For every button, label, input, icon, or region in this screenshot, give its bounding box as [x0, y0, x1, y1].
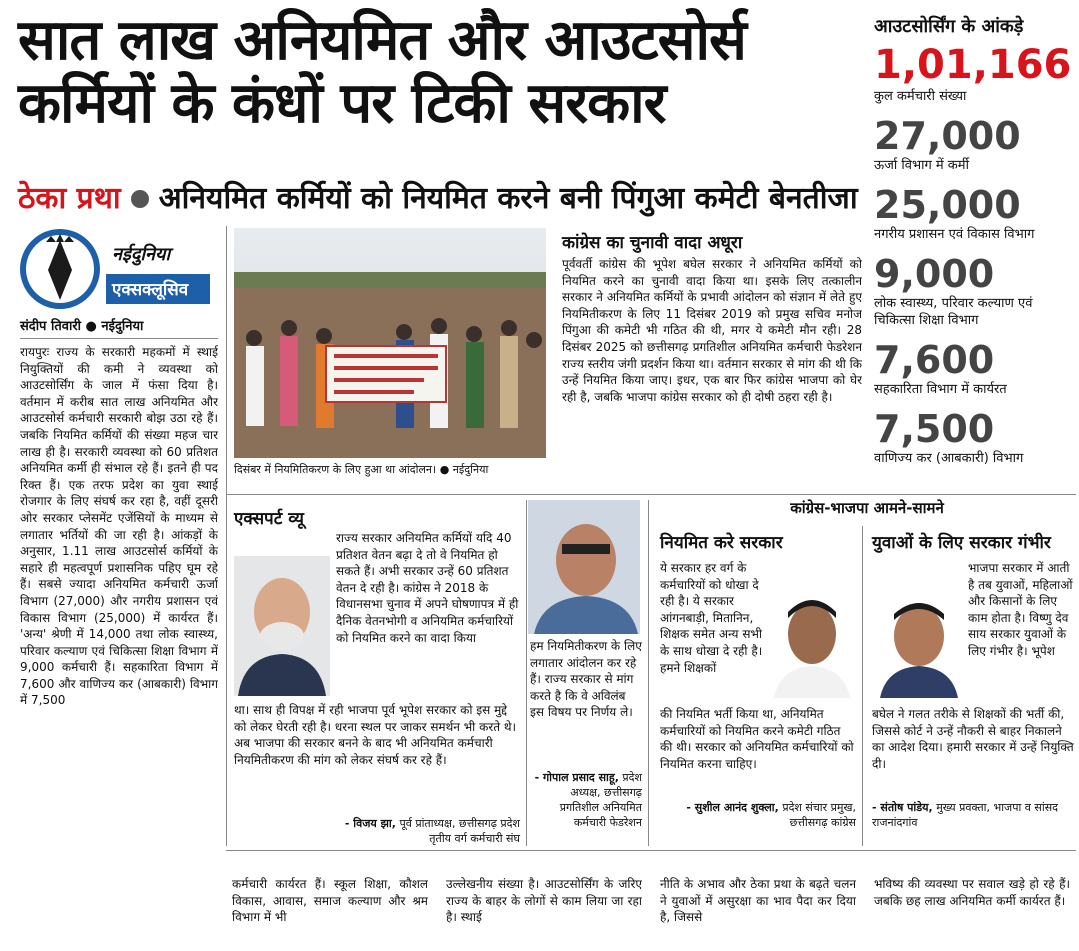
- stat-value: 1,01,166: [874, 42, 1072, 88]
- bjp-side-signature: [872, 800, 1074, 830]
- congress-side-heading: नियमित करे सरकार: [660, 533, 783, 553]
- santosh-sig-name: - संतोष पांडेय,: [872, 801, 933, 814]
- divider: [226, 226, 227, 846]
- expert-sig-name: - विजय झा,: [344, 817, 396, 830]
- kicker: [18, 176, 858, 217]
- vijay-jha-photo: [234, 556, 330, 696]
- photo-caption: दिसंबर में नियमितिकरण के लिए हुआ था आंदोलन। ● नईदुनिया: [234, 463, 489, 476]
- sushil-sig-role: प्रदेश संचार प्रमुख, छत्तीसगढ़ कांग्रेस: [782, 801, 856, 829]
- congress-side-text-bottom: की नियमित भर्ती किया था, अनियमित कर्मचारियों को नियमित करने कमेटी गठित की थी। सरकार को अनियमित कर्मचारियों को नियमित करना चाहिए।: [660, 707, 854, 771]
- left-column-text: रायपुरः राज्य के सरकारी महकमों में स्थाई नियुक्तियों की कमी ने व्यवस्था को आउटसोर्सिंग के जाल में फंसा दिया है। वर्तमान में करीब सात लाख अनियमित और आउटसोर्स कर्मचारी सरकारी बोझ उठा रहे हैं। जबकि नियमित कर्मियों की संख्या महज चार लाख ही है। सरकारी व्यवस्था को 60 प्रतिशत अनियमित कर्मी ही संभाल रहे हैं। इतने ही पद रिक्त हैं। एक तरफ प्रदेश का युवा स्थाई रोजगार के लिए संघर्ष कर रहा है, वहीं दूसरी ओर सरकार प्लेसमेंट एजेंसियों के माध्यम से लगातार भर्तियों की जा रही है। आंकड़ों के अनुसार, 1.11 लाख आउटसोर्स कर्मियों के सहारे ही महत्वपूर्ण प्रशासनिक पहिए घूम रहे हैं। सबसे ज्यादा अनियमित कर्मचारी ऊर्जा विभाग (27,000) और नगरीय प्रशासन एवं विकास विभाग (25,000) में कार्यरत हैं। 'अन्य' श्रेणी में 14,000 तथा लोक स्वास्थ्य, परिवार कल्याण एवं चिकित्सा शिक्षा विभाग में 9,000 कर्मचारी हैं। सहकारिता विभाग में 7,600 और वाणिज्य कर (आबकारी) विभाग में 7,500: [20, 345, 218, 708]
- stat-label: सहकारिता विभाग में कार्यरत: [874, 382, 1007, 397]
- naidunia-exclusive-logo: [20, 226, 215, 312]
- stat-label: वाणिज्य कर (आबकारी) विभाग: [874, 451, 1024, 466]
- headline: सात लाख अनियमित और आउटसोर्स कर्मियों के कंधों पर टिकी सरकार: [18, 8, 746, 136]
- bjp-side-text-top: भाजपा सरकार में आती है तब युवाओं, महिलाओं और किसानों के लिए काम होता है। विष्णु देव साय सरकार युवाओं के लिए गंभीर है। भूपेश: [968, 561, 1073, 658]
- logo-top-text: नईदुनिया: [112, 244, 171, 265]
- gopal-signature: [530, 770, 642, 830]
- stat-value: 7,600: [874, 338, 995, 382]
- bottom-col-3: नीति के अभाव और ठेका प्रथा के बढ़ते चलन ने युवाओं में असुरक्षा का भाव पैदा कर दिया है, जिससे: [660, 877, 856, 925]
- divider: [20, 338, 218, 339]
- stat-label: ऊर्जा विभाग में कर्मी: [874, 158, 969, 173]
- stat-label: कुल कर्मचारी संख्या: [874, 89, 967, 104]
- divider: [648, 500, 649, 846]
- stats-title: आउटसोर्सिंग के आंकड़े: [874, 16, 1024, 37]
- byline: संदीप तिवारी ● नईदुनिया: [20, 319, 144, 334]
- versus-heading: कांग्रेस-भाजपा आमने-सामने: [790, 499, 944, 517]
- logo-bottom-text: एक्सक्लूसिव: [112, 280, 189, 300]
- stat-value: 9,000: [874, 252, 995, 296]
- expert-signature: [330, 816, 520, 846]
- kicker-label: ठेका प्रथा: [18, 181, 121, 216]
- bottom-col-4: भविष्य की व्यवस्था पर सवाल खड़े हो रहे हैं। जबकि छह लाख अनियमित कर्मी कार्यरत हैं।: [874, 877, 1070, 908]
- divider: [526, 500, 527, 846]
- stat-value: 7,500: [874, 407, 995, 451]
- expert-heading: एक्सपर्ट व्यू: [234, 509, 304, 529]
- gopal-sig-name: - गोपाल प्रसाद साहू,: [534, 771, 619, 784]
- sushil-shukla-photo: [770, 588, 854, 698]
- santosh-sig-role: मुख्य प्रवक्ता, भाजपा व सांसद राजनांदगांव: [872, 801, 1058, 829]
- divider: [226, 494, 1076, 495]
- stat-value: 25,000: [874, 183, 1021, 227]
- sushil-sig-name: - सुशील आनंद शुक्ला,: [686, 801, 779, 814]
- bjp-side-heading: युवाओं के लिए सरकार गंभीर: [872, 533, 1051, 553]
- congress-text: पूर्ववर्ती कांग्रेस की भूपेश बघेल सरकार ने अनियमित कर्मियों को नियमित करने का चुनावी वादा किया था। इसके लिए तत्कालीन सरकार ने अनियमित कर्मियों के प्रभावी आंदोलन को संज्ञान में लेते हुए नियमितीकरण के लिए 11 दिसंबर 2019 को प्रमुख सचिव मनोज पिंगुआ की कमेटी भी गठित की थी, मगर ये कमेटी मौन रही। 28 दिसंबर 2025 को छत्तीसगढ़ प्रगतिशील अनियमित कर्मचारी फेडरेशन राज्य स्तरीय जंगी प्रदर्शन किया था। वर्तमान सरकार से मांग की थी कि उन्हें नियमित किया जाए। इधर, एक बार फिर कांग्रेस भाजपा को घेर रही है, जबकि भाजपा कांग्रेस सरकार को ही दोषी ठहरा रही है।: [562, 257, 862, 404]
- expert-text-bottom: था। साथ ही विपक्ष में रही भाजपा पूर्व भूपेश सरकार को इस मुद्दे को लेकर घेरती रही है। धरना स्थल पर जाकर समर्थन भी करते थे। अब भाजपा की सरकार बनने के बाद भी अनियमित कर्मचारी नियमितीकरण की मांग को लेकर संघर्ष कर रहे हैं।: [234, 703, 517, 767]
- bjp-side-text-bottom: बघेल ने गलत तरीके से शिक्षकों की भर्ती की, जिससे कोर्ट ने उन्हें नौकरी से बाहर निकालने का आदेश दिया। हमारी सरकार में उन्हें नियुक्ति दी।: [872, 707, 1074, 771]
- stats-panel: [874, 14, 1074, 477]
- bullet-icon: [131, 190, 149, 208]
- expert-text-top: राज्य सरकार अनियमित कर्मियों यदि 40 प्रतिशत वेतन बढ़ा दे तो वे नियमित हो सकते हैं। अभी सरकार उन्हें 60 प्रतिशत वेतन दे रही है। कांग्रेस ने 2018 के विधानसभा चुनाव में अपने घोषणापत्र में ही दैनिक वेतनभोगी व अनियमित कर्मचारियों को नियमित करने का वादा किया: [336, 531, 519, 645]
- gopal-sig-role: प्रदेश अध्यक्ष, छत्तीसगढ़ प्रगतिशील अनियमित कर्मचारी फेडरेशन: [559, 771, 642, 829]
- stat-value: 27,000: [874, 114, 1021, 158]
- protest-photo: [234, 228, 546, 458]
- congress-heading: कांग्रेस का चुनावी वादा अधूरा: [562, 233, 743, 253]
- divider: [862, 526, 863, 846]
- congress-side-signature: [660, 800, 856, 830]
- kicker-text: अनियमित कर्मियों को नियमित करने बनी पिंगुआ कमेटी बेनतीजा: [158, 181, 858, 216]
- stat-label: नगरीय प्रशासन एवं विकास विभाग: [874, 227, 1035, 242]
- congress-side-text-top: ये सरकार हर वर्ग के कर्मचारियों को धोखा दे रही है। ये सरकार आंगनबाड़ी, मितानिन, शिक्षक समेत अन्य सभी के साथ धोखा दे रही है। हमने शिक्षकों: [660, 561, 763, 675]
- stat-label: लोक स्वास्थ्य, परिवार कल्याण एवं चिकित्सा शिक्षा विभाग: [874, 296, 1033, 328]
- bottom-col-2: उल्लेखनीय संख्या है। आउटसोर्सिंग के जरिए राज्य के बाहर के लोगों से काम लिया जा रहा है। स्थाई: [446, 877, 642, 925]
- bottom-col-1: कर्मचारी कार्यरत हैं। स्कूल शिक्षा, कौशल विकास, आवास, समाज कल्याण और श्रम विभाग में भी: [232, 877, 428, 925]
- divider: [226, 850, 1076, 851]
- gopal-text: हम नियमितीकरण के लिए लगातार आंदोलन कर रहे हैं। राज्य सरकार से मांग करते है कि वे अविलंब इस विषय पर निर्णय ले।: [530, 639, 642, 720]
- gopal-prasad-photo: [528, 500, 640, 634]
- expert-sig-role: पूर्व प्रांताध्यक्ष, छत्तीसगढ़ प्रदेश तृतीय वर्ग कर्मचारी संघ: [399, 817, 520, 845]
